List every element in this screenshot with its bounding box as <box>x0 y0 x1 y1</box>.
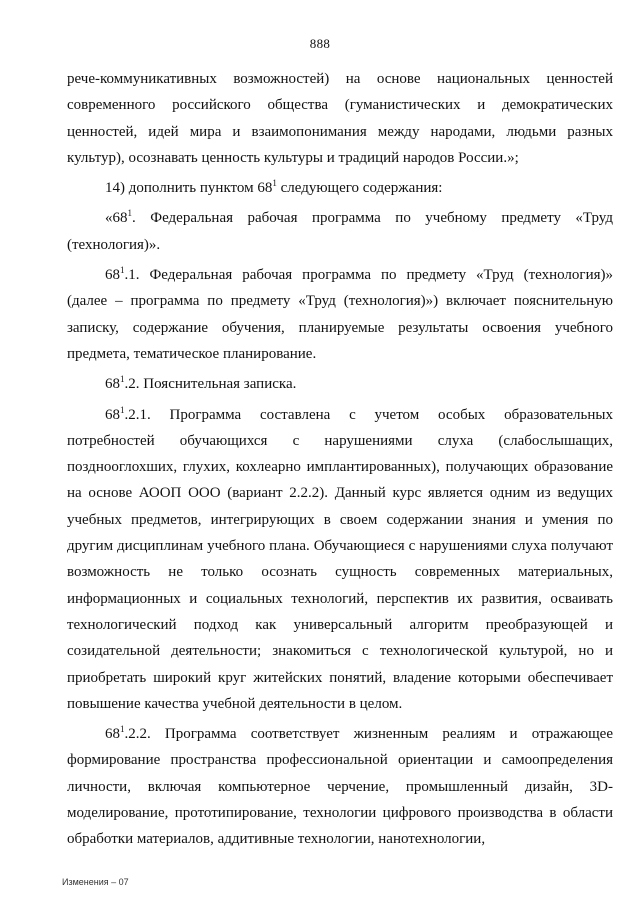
paragraph-text: .2.1. Программа составлена с учетом особых образовательных потребностей обучающихся с нарушениями слуха (слабослышащих, позднооглохших, глухих, кохлеарно имплантированных), получающих образование на основе АООП ООО (вариант 2.2.2). Данный курс является одним из ведущих учебных предметов, интегрирующих в своем содержании знания и умения по другим дисциплинам учебного плана. Обучающиеся с нарушениями слуха получают возможность не только осознать сущность современных материальных, информационных и социальных технологий, перспектив их развития, осваивать технологический подход как универсальный алгоритм преобразующей и созидательной деятельности; знакомиться с технологической культурой, но и приобретать широкий круг житейских понятий, владение которыми обеспечивает повышение качества учебной деятельности в целом. <box>67 406 613 712</box>
superscript: 1 <box>127 208 132 219</box>
paragraph-item-14 <box>67 175 613 201</box>
paragraph-text: 68 <box>105 376 120 393</box>
paragraph-text: 68 <box>105 726 120 743</box>
superscript: 1 <box>120 265 125 276</box>
superscript: 1 <box>120 404 125 415</box>
paragraph-text: .1. Федеральная рабочая программа по предмету «Труд (технология)» (далее – программа по предмету «Труд (технология)») включает пояснительную записку, содержание обучения, планируемые результаты освоения учебного предмета, тематическое планирование. <box>67 267 613 362</box>
paragraph-68-1 <box>67 205 613 258</box>
paragraph-68-1-2 <box>67 371 613 397</box>
paragraph-text: 14) дополнить пунктом 68 <box>105 180 273 197</box>
paragraph-text: .2. Пояснительная записка. <box>124 376 297 393</box>
paragraph-68-1-2-1 <box>67 402 613 718</box>
document-body <box>67 66 613 853</box>
paragraph-continuation <box>67 66 613 171</box>
paragraph-text: рече-коммуникативных возможностей) на основе национальных ценностей современного российского общества (гуманистических и демократических ценностей, идей мира и взаимопонимания между народами, людьми разных культур), осознавать ценность культуры и традиций народов России.»; <box>67 71 613 166</box>
paragraph-text: . Федеральная рабочая программа по учебному предмету «Труд (технология)». <box>67 210 613 253</box>
paragraph-text: 68 <box>105 267 120 284</box>
paragraph-68-1-2-2 <box>67 721 613 852</box>
superscript: 1 <box>272 178 277 189</box>
superscript: 1 <box>120 374 125 385</box>
paragraph-text: «68 <box>105 210 128 227</box>
superscript: 1 <box>120 724 125 735</box>
paragraph-text: .2.2. Программа соответствует жизненным реалиям и отражающее формирование пространства профессиональной ориентации и самоопределения личности, включая компьютерное черчение, промышленный дизайн, 3D-моделирование, прототипирование, технологии цифрового производства в области обработки материалов, аддитивные технологии, нанотехнологии, <box>67 726 613 848</box>
paragraph-68-1-1 <box>67 262 613 367</box>
paragraph-text: следующего содержания: <box>276 180 443 197</box>
paragraph-text: 68 <box>105 406 120 423</box>
page-number: 888 <box>309 36 331 51</box>
footer-note: Изменения – 07 <box>62 877 129 887</box>
